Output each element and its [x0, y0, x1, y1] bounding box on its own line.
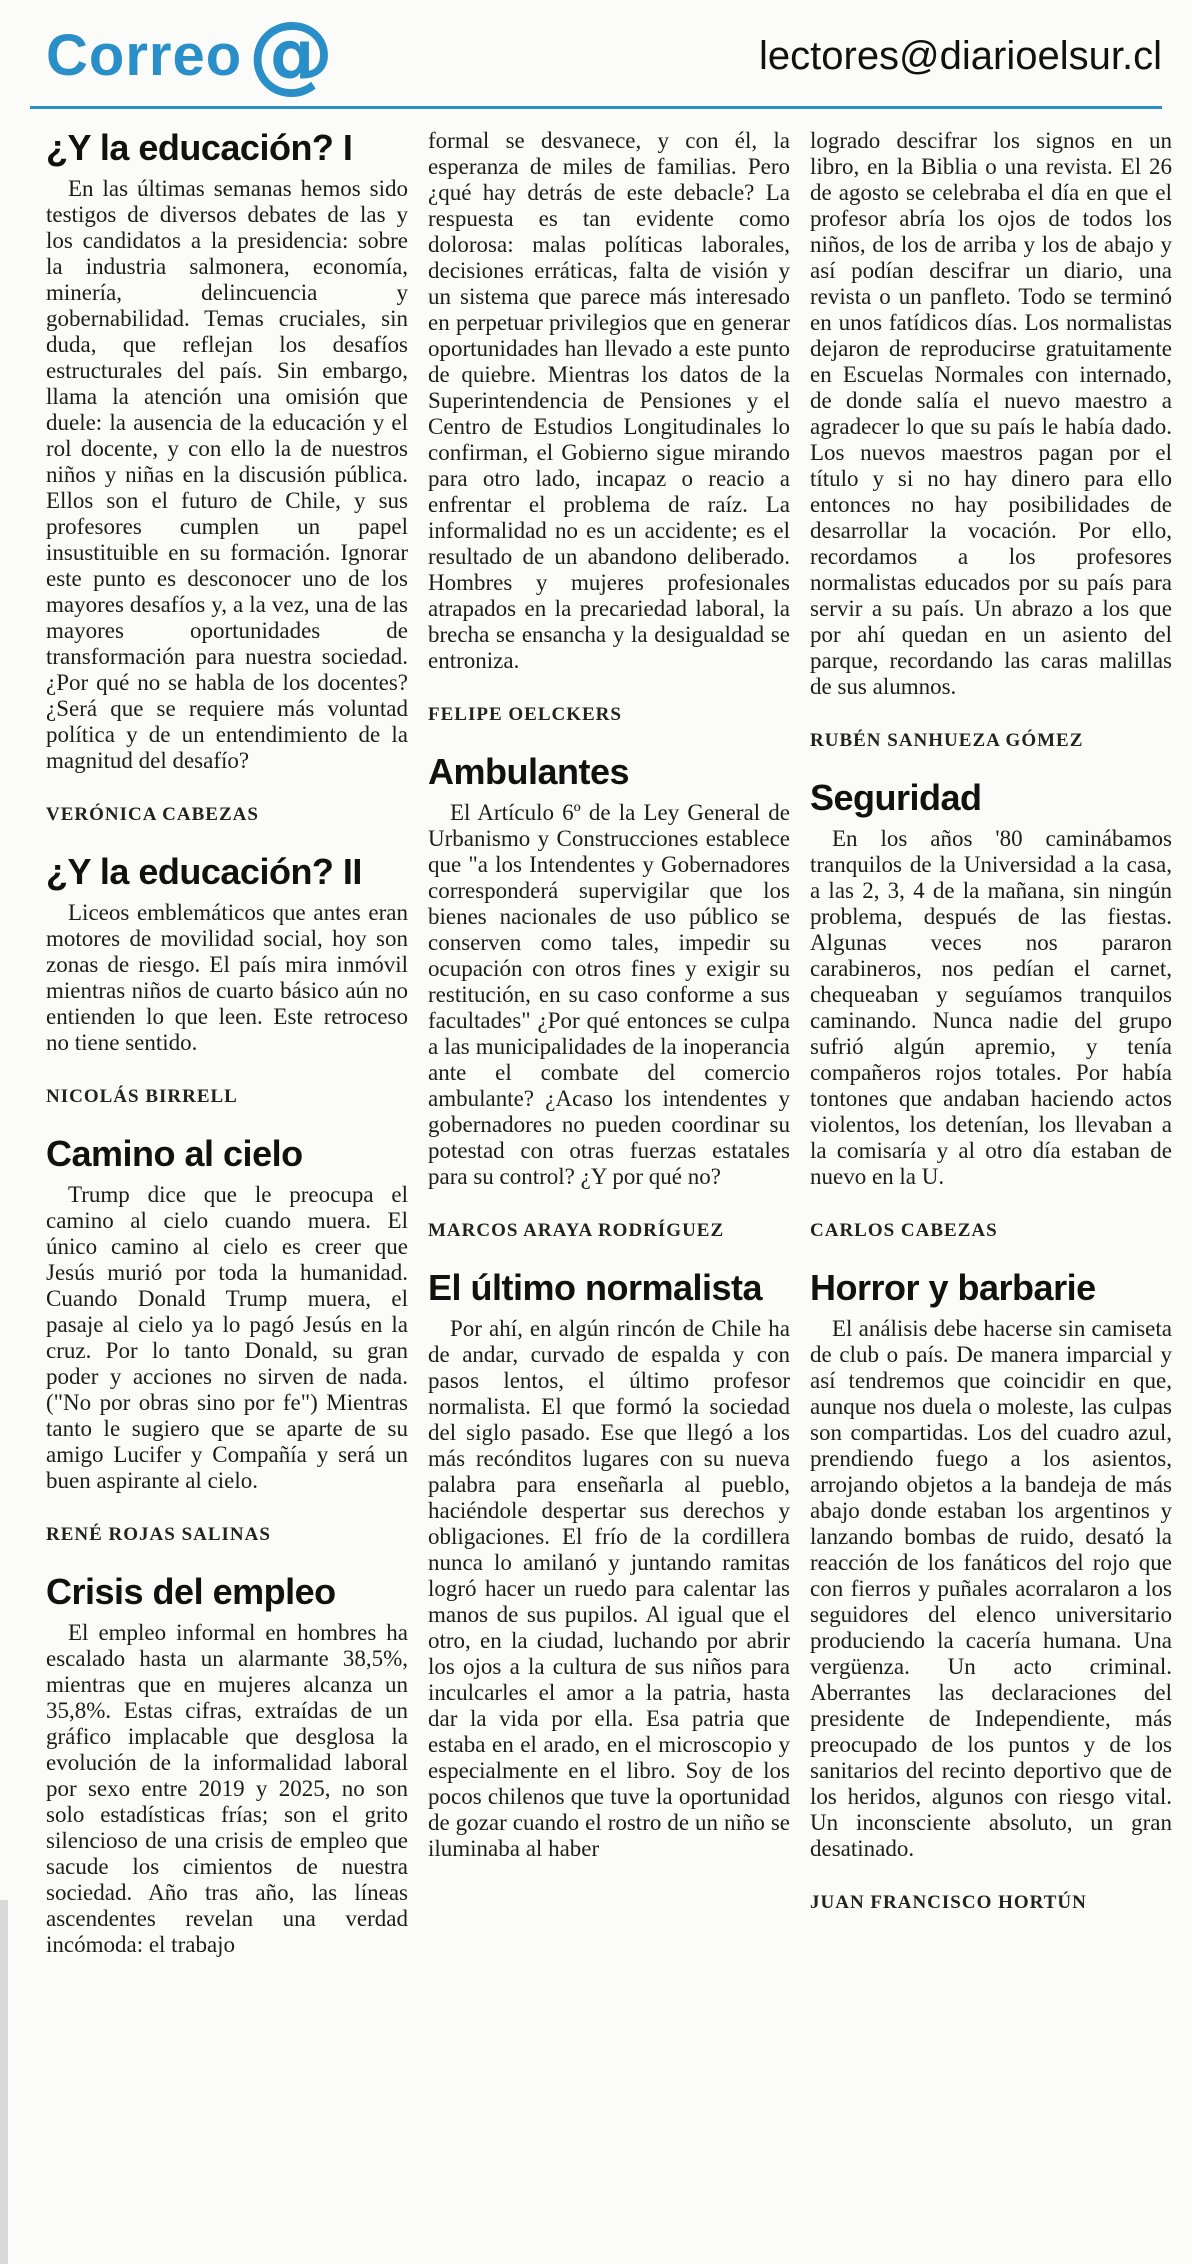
letter: [46, 1572, 408, 1958]
letter-body: En las últimas semanas hemos sido testigos de diversos debates de las y los candidatos a la presidencia: sobre la industria salmonera, economía, minería, delincuencia y gobernabilidad. Temas cruciales, sin duda, que reflejan los desafíos estructurales del país. Sin embargo, llama la atención una omisión que duele: la ausencia de la educación y el rol docente, y con ello la de nuestros niños y niñas en la discusión pública. Ellos son el futuro de Chile, y sus profesores cumplen un papel insustituible en su formación. Ignorar este punto es desconocer uno de los mayores desafíos y, a la vez, una de las mayores oportunidades de transformación para nuestra sociedad. ¿Por qué no se habla de los docentes? ¿Será que se requiere más voluntad política y de un entendimiento de la magnitud del desafío?: [46, 176, 408, 773]
letter-continuation: formal se desvanece, y con él, la esperanza de miles de familias. Pero ¿qué hay detrás de este debacle? La respuesta es tan evidente como dolorosa: malas políticas laborales, decisiones erráticas, falta de visión y un sistema que parece más interesado en perpetuar privilegios que en generar oportunidades han llevado a este punto de quiebre. Mientras los datos de la Superintendencia de Pensiones y el Centro de Estudios Longitudinales lo confirman, el Gobierno sigue mirando para otro lado, incapaz o reacio a enfrentar el problema de raíz. La informalidad no es un accidente; es el resultado de un abandono deliberado. Hombres y mujeres profesionales atrapados en la precariedad laboral, la brecha se ensancha y la desigualdad se entroniza.: [428, 128, 790, 673]
letter-title: Crisis del empleo: [46, 1571, 336, 1612]
header-divider: [30, 106, 1162, 109]
letter-title: El último normalista: [428, 1267, 763, 1308]
letter: [46, 128, 408, 826]
letter-title: ¿Y la educación? II: [46, 851, 362, 892]
at-sign-icon: @: [248, 3, 334, 103]
letter-body: En los años '80 caminábamos tranquilos de la Universidad a la casa, a las 2, 3, 4 de la mañana, sin ningún problema, después de las fiestas. Algunas veces nos pararon carabineros, nos pedían el carnet, chequeaban y seguíamos tranquilos caminando. Nunca nadie del grupo sufrió algún apremio, y tenía compañeros rojos totales. Por había tontones que andaban haciendo actos violentos, los detenían, los llevaban a la comisaría y al otro día estaban de nuevo en la U.: [810, 826, 1172, 1189]
letter-title: Seguridad: [810, 777, 982, 818]
letter-continuation: logrado descifrar los signos en un libro, en la Biblia o una revista. El 26 de agosto se celebraba el día en que el profesor abría los ojos de todos los niños, de los de arriba y los de abajo y así podían descifrar un diario, una revista o un panfleto. Todo se terminó en unos fatídicos días. Los normalistas dejaron de reproducirse gratuitamente en Escuelas Normales con internado, de donde salía el nuevo maestro a agradecer lo que su país le había dado. Los nuevos maestros pagan por el título y si no hay dinero para ello entonces no hay posibilidades de desarrollar la vocación. Por ello, recordamos a los profesores normalistas educados por su país para servir a su país. Un abrazo a los que por ahí quedan en un asiento del parque, recordando las caras malillas de sus alumnos.: [810, 128, 1172, 699]
column-3: [810, 128, 1172, 2246]
letter-body: El empleo informal en hombres ha escalado hasta un alarmante 38,5%, mientras que en mujeres alcanza un 35,8%. Estas cifras, extraídas de un gráfico implacable que desglosa la evolución de la informalidad laboral por sexo entre 2019 y 2025, no son solo estadísticas frías; son el grito silencioso de una crisis de empleo que sacude los cimientos de nuestra sociedad. Año tras año, las líneas ascendentes revelan una verdad incómoda: el trabajo: [46, 1620, 408, 1957]
column-2: [428, 128, 790, 2246]
letter-author: MARCOS ARAYA RODRÍGUEZ: [428, 1220, 725, 1241]
letter-author: RENÉ ROJAS SALINAS: [46, 1524, 271, 1545]
letter-body: Liceos emblemáticos que antes eran motores de movilidad social, hoy son zonas de riesgo. El país mira inmóvil mientras niños de cuarto básico aún no entienden lo que leen. Este retroceso no tiene sentido.: [46, 900, 408, 1055]
letter: [46, 852, 408, 1108]
letter-title: Ambulantes: [428, 751, 630, 792]
page-edge-shadow: [0, 1900, 8, 2264]
letter-body: El análisis debe hacerse sin camiseta de club o país. De manera imparcial y así tendremos que coincidir en que, aunque nos duela o moleste, las culpas son compartidas. Los del cuadro azul, prendiendo fuego a los asientos, arrojando objetos a la bandeja de más abajo donde estaban los argentinos y lanzando bombas de ruido, desató la reacción de los fanáticos del rojo que con fierros y puñales acorralaron a los seguidores del elenco universitario produciendo la cacería humana. Una vergüenza. Un acto criminal. Aberrantes las declaraciones del presidente de Independiente, más preocupado de los puntos y de los sanitarios del recinto deportivo que de los heridos, algunos con riesgo vital. Un inconsciente absoluto, un gran desatinado.: [810, 1316, 1172, 1861]
letter-author: RUBÉN SANHUEZA GÓMEZ: [810, 730, 1084, 751]
letter-title: ¿Y la educación? I: [46, 128, 353, 168]
letter-title: Horror y barbarie: [810, 1267, 1096, 1308]
letter-author: FELIPE OELCKERS: [428, 704, 622, 725]
letter: [428, 1268, 790, 1862]
letter-body: Por ahí, en algún rincón de Chile ha de andar, curvado de espalda y con pasos lentos, el último profesor normalista. El que formó la sociedad del siglo pasado. Ese que llegó a los más recónditos lugares con su nueva palabra para enseñarla al pueblo, haciéndole despertar sus derechos y obligaciones. El frío de la cordillera nunca lo amilanó y juntando ramitas logró hacer un ruedo para calentar las manos de sus pupilos. Al igual que el otro, en la ciudad, luchando por abrir los ojos a la cultura de sus niños para inculcarles el amor a la patria, hasta dar la vida por ella. Esa patria que estaba en el arado, en el microscopio y especialmente en el libro. Soy de los pocos chilenos que tuve la oportunidad de gozar cuando el rostro de un niño se iluminaba al haber: [428, 1316, 790, 1861]
letter: [810, 778, 1172, 1242]
letter-body: Trump dice que le preocupa el camino al cielo cuando muera. El único camino al cielo es creer que Jesús murió por toda la humanidad. Cuando Donald Trump muera, el pasaje al cielo ya lo pagó Jesús en la cruz. Por lo tanto Donald, su gran poder y acciones no sirven de nada. ("No por obras sino por fe") Mientras tanto le sugiero que se aparte de su amigo Lucifer y Compañía y será un buen aspirante al cielo.: [46, 1182, 408, 1493]
letter-author: CARLOS CABEZAS: [810, 1220, 998, 1241]
letter-author: VERÓNICA CABEZAS: [46, 804, 259, 825]
contact-email[interactable]: lectores@diarioelsur.cl: [759, 34, 1162, 78]
section-title: Correo: [46, 23, 243, 88]
letter-author: JUAN FRANCISCO HORTÚN: [810, 1892, 1087, 1913]
page-header: [0, 0, 1192, 110]
letter-body: El Artículo 6º de la Ley General de Urbanismo y Construcciones establece que "a los Intendentes y Gobernadores corresponderá supervigilar que los bienes nacionales de uso público se conserven como tales, impedir su ocupación con otros fines y exigir su restitución, en su caso conforme a sus facultades" ¿Por qué entonces se culpa a las municipalidades de la inoperancia ante el combate del comercio ambulante? ¿Acaso los intendentes y gobernadores no pueden coordinar su potestad con otras fuerzas estatales para su control? ¿Y por qué no?: [428, 800, 790, 1189]
letter-author: NICOLÁS BIRRELL: [46, 1086, 238, 1107]
letter: [46, 1134, 408, 1546]
column-1: [46, 128, 408, 2246]
letter: [810, 1268, 1172, 1914]
letter-title: Camino al cielo: [46, 1133, 303, 1174]
letter: [428, 752, 790, 1242]
